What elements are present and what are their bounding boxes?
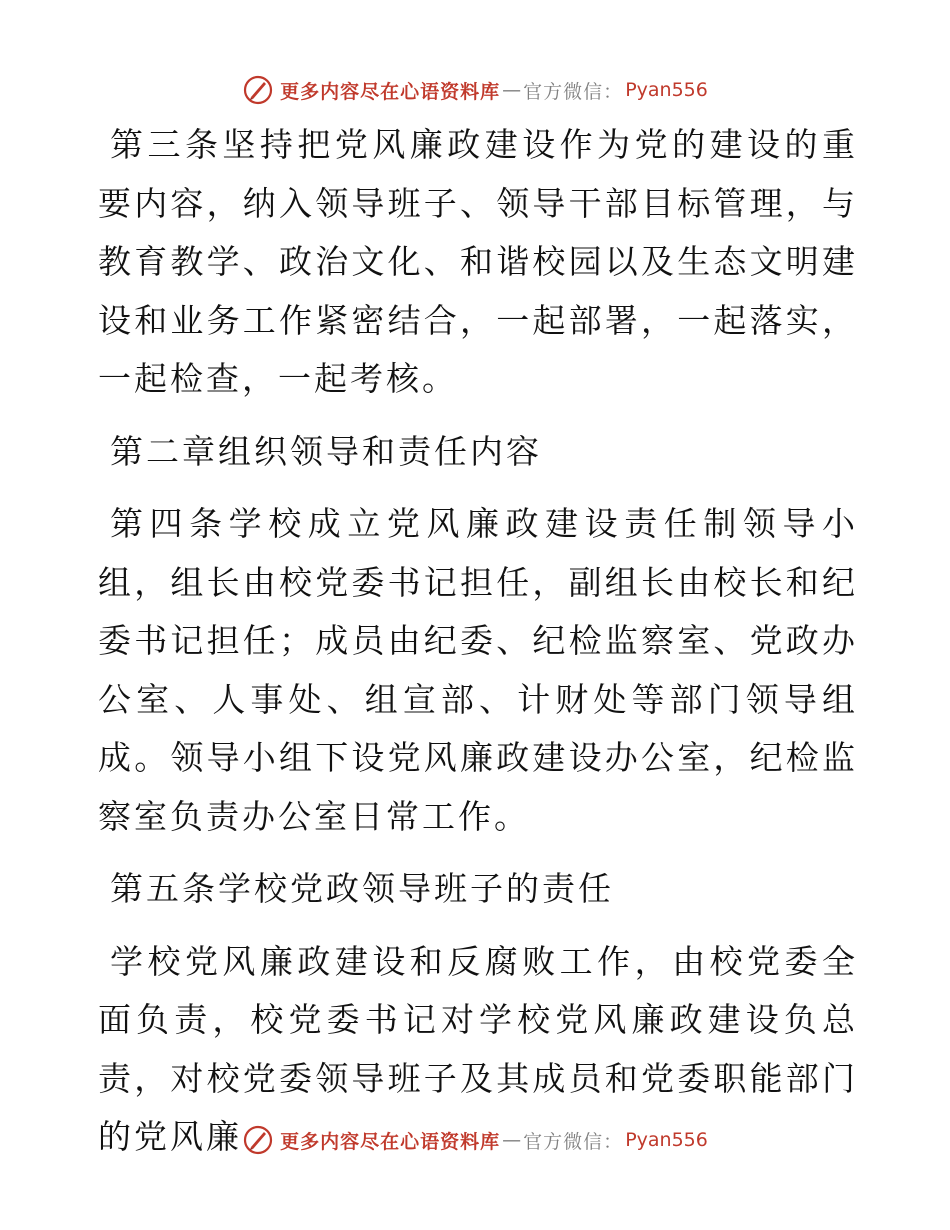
article-5-paragraph: 学校党风廉政建设和反腐败工作，由校党委全面负责，校党委书记对学校党风廉政建设负总责，对校党委领导班子及其成员和党委职能部门的党风廉: [98, 941, 858, 1156]
footer-watermark: [0, 1120, 950, 1160]
document-body: [98, 116, 858, 1181]
watermark-wechat-id: Pyan556: [625, 79, 708, 101]
watermark-wechat-label: 官方微信：: [523, 1130, 624, 1153]
quill-pen-logo-icon: [242, 74, 274, 106]
watermark-wechat-id: Pyan556: [625, 1129, 708, 1151]
watermark-brand: 更多内容尽在心语资料库: [280, 80, 501, 103]
article-4-paragraph: 第四条学校成立党风廉政建设责任制领导小组，组长由校党委书记担任，副组长由校长和纪委书记担任；成员由纪委、纪检监察室、党政办公室、人事处、组宣部、计财处等部门领导组成。领导小组下设党风廉政建设办公室，纪检监察室负责办公室日常工作。: [98, 504, 858, 836]
quill-pen-logo-icon: [242, 1124, 274, 1156]
article-5-heading: 第五条学校党政领导班子的责任: [110, 869, 614, 908]
watermark-brand: 更多内容尽在心语资料库: [280, 1130, 501, 1153]
watermark-wechat-label: 官方微信：: [523, 80, 624, 103]
watermark-separator: —: [502, 79, 522, 101]
watermark-separator: —: [502, 1129, 522, 1151]
article-3-paragraph: 第三条坚持把党风廉政建设作为党的建设的重要内容，纳入领导班子、领导干部目标管理，与教育教学、政治文化、和谐校园以及生态文明建设和业务工作紧密结合，一起部署，一起落实，一起检查，一起考核。: [98, 125, 858, 398]
chapter-2-heading: 第二章组织领导和责任内容: [110, 431, 542, 471]
header-watermark: [0, 70, 950, 110]
